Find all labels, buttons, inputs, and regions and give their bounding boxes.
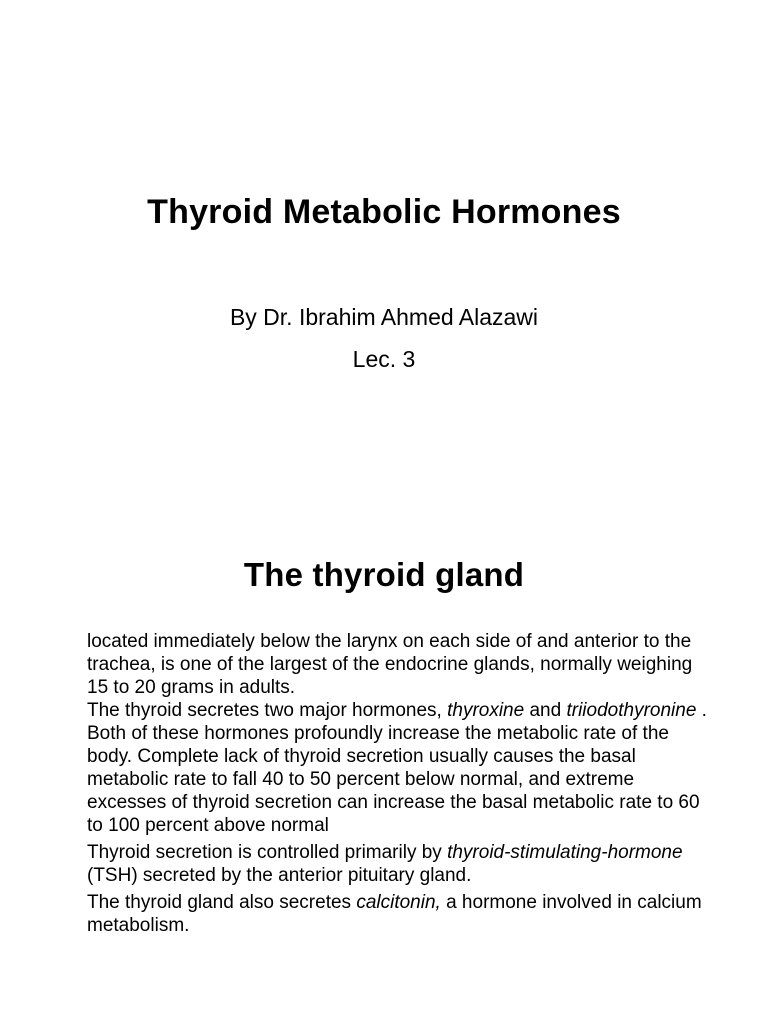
lecture-number: Lec. 3 [352, 346, 416, 372]
text-run: a hormone involved in calcium metabolism. [87, 892, 702, 936]
text-run: and [524, 700, 567, 721]
text-run: (TSH) secreted by the anterior pituitary gland. [87, 865, 472, 886]
paragraph-location: located immediately below the larynx on each side of and anterior to the trachea, is one of the largest of the endocrine glands, normally weighing 15 to 20 grams in adults. [87, 631, 693, 698]
paragraph-control [87, 841, 707, 887]
paragraph-hormones [87, 699, 707, 837]
author-line: By Dr. Ibrahim Ahmed Alazawi [229, 304, 539, 330]
paragraph-calcitonin [87, 891, 707, 937]
term-thyroxine: thyroxine [447, 700, 525, 721]
subtitle-block [0, 296, 768, 380]
text-run: The thyroid gland also secretes [87, 892, 357, 913]
content-slide [0, 512, 768, 1024]
text-run: The thyroid secretes two major hormones, [87, 700, 448, 721]
text-run: . Both of these hormones profoundly increase the metabolic rate of the body. Complete lack of thyroid secretion usually causes the basal metabolic rate to fall 40 to 50 percent below normal, and extreme excesses of thyroid secretion can increase the basal metabolic rate to 60 to 100 percent above normal [87, 700, 707, 836]
term-triiodothyronine: triiodothyronine [566, 700, 697, 721]
term-calcitonin: calcitonin, [356, 892, 441, 913]
term-tsh: thyroid-stimulating-hormone [447, 842, 683, 863]
slide-title: Thyroid Metabolic Hormones [147, 193, 621, 231]
section-heading: The thyroid gland [243, 556, 525, 593]
text-run: Thyroid secretion is controlled primarily by [87, 842, 448, 863]
body-text [87, 630, 707, 937]
